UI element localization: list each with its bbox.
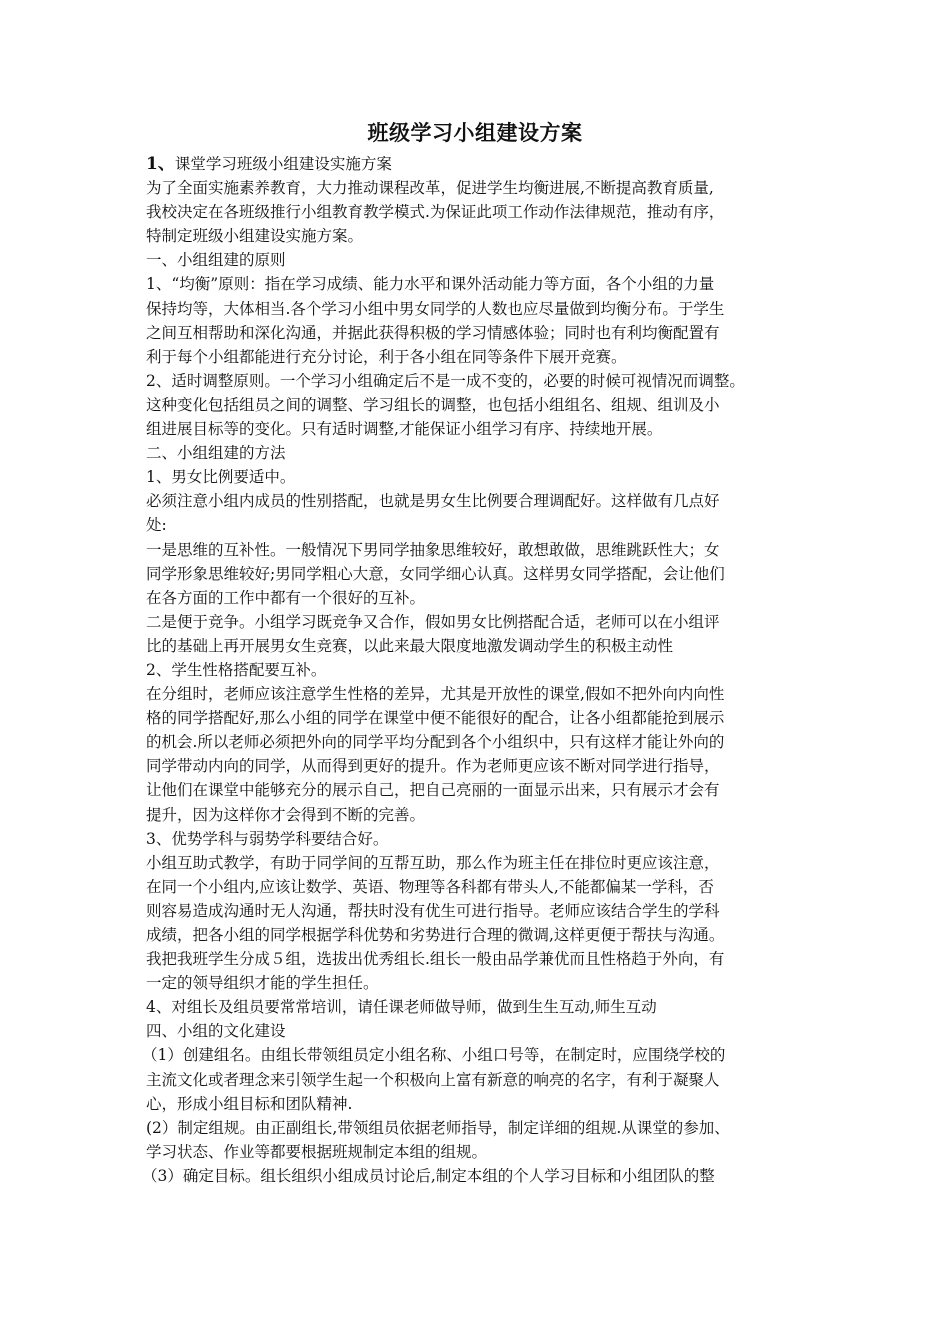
text-line: 学习状态、作业等都要根据班规制定本组的组规。 bbox=[146, 1142, 488, 1161]
text-line: 在分组时，老师应该注意学生性格的差异，尤其是开放性的课堂,假如不把外向内向性 bbox=[146, 685, 725, 704]
text-line: 特制定班级小组建设实施方案。 bbox=[146, 227, 364, 246]
text-line: 1、“均衡”原则：指在学习成绩、能力水平和课外活动能力等方面，各个小组的力量 bbox=[146, 275, 715, 294]
text-line: 心，形成小组目标和团队精神. bbox=[146, 1094, 353, 1113]
text-line: 我校决定在各班级推行小组教育教学模式.为保证此项工作动作法律规范，推动有序， bbox=[146, 203, 725, 222]
text-line: 同学形象思维较好;男同学粗心大意，女同学细心认真。这样男女同学搭配，会让他们 bbox=[146, 564, 725, 583]
text-line: 4、对组长及组员要常常培训，请任课老师做导师，做到生生互动,师生互动 bbox=[146, 998, 657, 1017]
text-line: 一是思维的互补性。一般情况下男同学抽象思维较好，敢想敢做，思维跳跃性大；女 bbox=[146, 540, 720, 559]
text-line: (2）制定组规。由正副组长,带领组员依据老师指导，制定详细的组规.从课堂的参加、 bbox=[146, 1118, 730, 1137]
section-title: 课堂学习班级小组建设实施方案 bbox=[174, 155, 392, 173]
text-line: 处: bbox=[146, 516, 167, 535]
text-line: 2、适时调整原则。一个学习小组确定后不是一成不变的，必要的时候可视情况而调整。 bbox=[146, 371, 745, 390]
text-line: 在各方面的工作中都有一个很好的互补。 bbox=[146, 588, 426, 607]
document-body bbox=[142, 152, 816, 1188]
text-line: 3、优势学科与弱势学科要结合好。 bbox=[146, 829, 389, 848]
subsection-heading: 一、小组组建的原则 bbox=[146, 251, 286, 270]
text-line: 的机会.所以老师必须把外向的同学平均分配到各个小组织中，只有这样才能让外向的 bbox=[146, 733, 725, 752]
text-line: 比的基础上再开展男女生竞赛，以此来最大限度地激发调动学生的积极主动性 bbox=[146, 636, 674, 655]
text-line: 利于每个小组都能进行充分讨论，利于各小组在同等条件下展开竞赛。 bbox=[146, 347, 627, 366]
text-line: 我把我班学生分成５组，选拔出优秀组长.组长一般由品学兼优而且性格趋于外向，有 bbox=[146, 950, 725, 969]
text-line: 让他们在课堂中能够充分的展示自己，把自己亮丽的一面显示出来，只有展示才会有 bbox=[146, 781, 720, 800]
text-line: （3）确定目标。组长组织小组成员讨论后,制定本组的个人学习目标和小组团队的整 bbox=[142, 1166, 715, 1185]
text-line: 这种变化包括组员之间的调整、学习组长的调整，也包括小组组名、组规、组训及小 bbox=[146, 395, 720, 414]
text-line: （1）创建组名。由组长带领组员定小组名称、小组口号等，在制定时，应围绕学校的 bbox=[142, 1046, 726, 1065]
text-line: 格的同学搭配好,那么小组的同学在课堂中便不能很好的配合，让各小组都能抢到展示 bbox=[146, 709, 725, 728]
text-line: 二是便于竞争。小组学习既竞争又合作，假如男女比例搭配合适，老师可以在小组评 bbox=[146, 612, 720, 631]
subsection-heading: 四、小组的文化建设 bbox=[146, 1022, 286, 1041]
text-line: 为了全面实施素养教育，大力推动课程改革，促进学生均衡进展,不断提高教育质量, bbox=[146, 179, 714, 198]
text-line: 则容易造成沟通时无人沟通，帮扶时没有优生可进行指导。老师应该结合学生的学科 bbox=[146, 901, 720, 920]
document-title: 班级学习小组建设方案 bbox=[367, 120, 583, 145]
text-line: 同学带动内向的同学，从而得到更好的提升。作为老师更应该不断对同学进行指导， bbox=[146, 757, 720, 776]
section-number: 1、 bbox=[146, 154, 175, 174]
text-line: 1、男女比例要适中。 bbox=[146, 468, 296, 487]
text-line: 一定的领导组织才能的学生担任。 bbox=[146, 974, 379, 993]
text-line: 在同一个小组内,应该让数学、英语、物理等各科都有带头人,不能都偏某一学科，否 bbox=[146, 877, 714, 896]
text-line: 主流文化或者理念来引领学生起一个积极向上富有新意的响亮的名字，有利于凝聚人 bbox=[146, 1070, 720, 1089]
text-line: 组进展目标等的变化。只有适时调整,才能保证小组学习有序、持续地开展。 bbox=[146, 420, 663, 439]
text-line: 提升，因为这样你才会得到不断的完善。 bbox=[146, 805, 426, 824]
subsection-heading: 二、小组组建的方法 bbox=[146, 444, 286, 463]
text-line: 2、学生性格搭配要互补。 bbox=[146, 660, 327, 679]
text-line: 必须注意小组内成员的性别搭配，也就是男女生比例要合理调配好。这样做有几点好 bbox=[146, 492, 720, 511]
text-line: 之间互相帮助和深化沟通，并据此获得积极的学习情感体验；同时也有利均衡配置有 bbox=[146, 323, 720, 342]
text-line: 小组互助式教学，有助于同学间的互帮互助，那么作为班主任在排位时更应该注意， bbox=[146, 853, 720, 872]
text-line: 成绩，把各小组的同学根据学科优势和劣势进行合理的微调,这样更便于帮扶与沟通。 bbox=[146, 926, 725, 944]
text-line: 保持均等，大体相当.各个学习小组中男女同学的人数也应尽量做到均衡分布。于学生 bbox=[146, 299, 725, 318]
section-heading bbox=[146, 152, 816, 176]
